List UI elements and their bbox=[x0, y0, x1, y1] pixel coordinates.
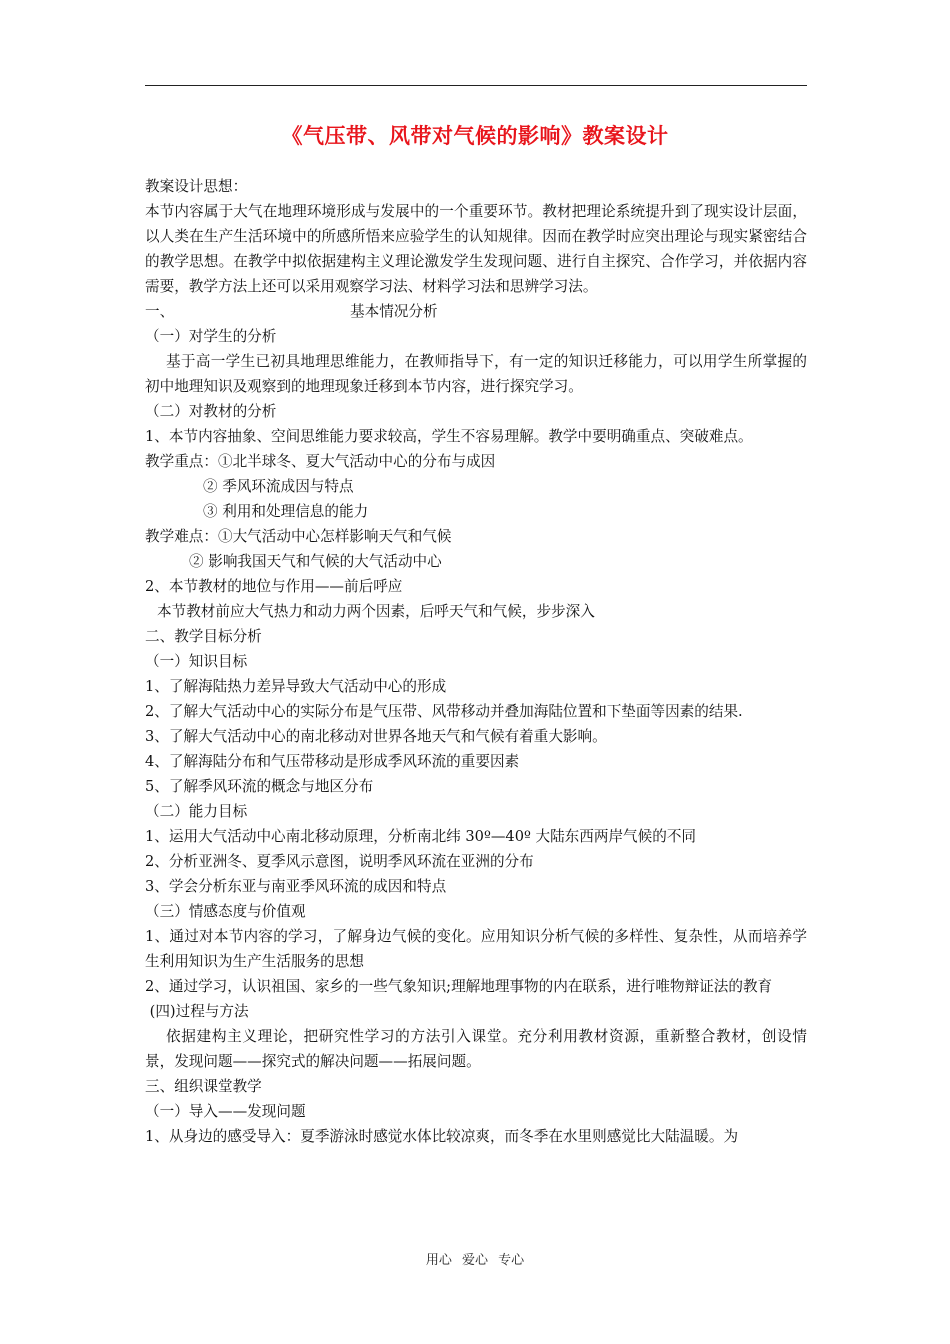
document-title: 《气压带、风带对气候的影响》教案设计 bbox=[281, 123, 669, 148]
header-rule bbox=[145, 85, 807, 86]
key-points-label: 教学重点： bbox=[145, 453, 218, 470]
emotion-item-1: 1、通过对本节内容的学习，了解身边气候的变化。应用知识分析气候的多样性、复杂性，从而培养学生利用知识为生产生活服务的思想 bbox=[145, 928, 807, 970]
ability-item-3: 3、学会分析东亚与南亚季风环流的成因和特点 bbox=[145, 878, 447, 895]
difficulty-1: ①大气活动中心怎样影响天气和气候 bbox=[217, 528, 452, 545]
page-footer: 用心 爱心 专心 bbox=[425, 1253, 525, 1268]
design-thought-body: 本节内容属于大气在地理环境形成与发展中的一个重要环节。教材把理论系统提升到了现实设计层面，以人类在生产生活环境中的所感所悟来应验学生的认知规律。因而在教学时应突出理论与现实紧密结合的教学思想。在教学中拟依据建构主义理论激发学生发现问题、进行自主探究、合作学习，并依据内容需要，教学方法上还可以采用观察学习法、材料学习法和思辨学习法。 bbox=[145, 203, 807, 295]
ability-item-2: 2、分析亚洲冬、夏季风示意图，说明季风环流在亚洲的分布 bbox=[145, 853, 534, 870]
document-body bbox=[145, 174, 807, 1149]
key-point-3: ③ 利用和处理信息的能力 bbox=[203, 503, 369, 520]
section1-heading: 基本情况分析 bbox=[350, 303, 438, 320]
key-point-1: ①北半球冬、夏大气活动中心的分布与成因 bbox=[217, 453, 496, 470]
process-heading: (四)过程与方法 bbox=[145, 1003, 249, 1020]
section1-heading-row bbox=[145, 299, 807, 324]
section3-heading: 三、组织课堂教学 bbox=[145, 1078, 262, 1095]
difficulties-label: 教学难点： bbox=[145, 528, 218, 545]
intro-heading: （一）导入——发现问题 bbox=[145, 1103, 306, 1120]
students-heading: （一）对学生的分析 bbox=[145, 328, 277, 345]
emotion-heading: （三）情感态度与价值观 bbox=[145, 903, 306, 920]
difficulties-row bbox=[145, 524, 807, 549]
knowledge-heading: （一）知识目标 bbox=[145, 653, 248, 670]
section2-heading: 二、教学目标分析 bbox=[145, 628, 262, 645]
key-points-row bbox=[145, 449, 807, 474]
design-thought-heading: 教案设计思想： bbox=[145, 178, 248, 195]
section1-number: 一、 bbox=[145, 303, 175, 320]
knowledge-item-4: 4、了解海陆分布和气压带移动是形成季风环流的重要因素 bbox=[145, 753, 520, 770]
knowledge-item-1: 1、了解海陆热力差异导致大气活动中心的形成 bbox=[145, 678, 447, 695]
students-body: 基于高一学生已初具地理思维能力，在教师指导下，有一定的知识迁移能力，可以用学生所掌握的初中地理知识及观察到的地理现象迁移到本节内容，进行探究学习。 bbox=[145, 353, 807, 395]
intro-item-1: 1、从身边的感受导入：夏季游泳时感觉水体比较凉爽，而冬季在水里则感觉比大陆温暖。为 bbox=[145, 1128, 739, 1145]
ability-heading: （二）能力目标 bbox=[145, 803, 248, 820]
knowledge-item-2: 2、了解大气活动中心的实际分布是气压带、风带移动并叠加海陆位置和下垫面等因素的结果. bbox=[145, 703, 743, 720]
emotion-item-2: 2、通过学习，认识祖国、家乡的一些气象知识;理解地理事物的内在联系，进行唯物辩证法的教育 bbox=[145, 978, 773, 995]
knowledge-item-3: 3、了解大气活动中心的南北移动对世界各地天气和气候有着重大影响。 bbox=[145, 728, 607, 745]
textbook-point1: 1、本节内容抽象、空间思维能力要求较高，学生不容易理解。教学中要明确重点、突破难点。 bbox=[145, 428, 753, 445]
key-point-2: ② 季风环流成因与特点 bbox=[203, 478, 354, 495]
textbook-heading: （二）对教材的分析 bbox=[145, 403, 277, 420]
textbook-point2: 2、本节教材的地位与作用——前后呼应 bbox=[145, 578, 403, 595]
difficulty-2: ② 影响我国天气和气候的大气活动中心 bbox=[189, 553, 442, 570]
knowledge-item-5: 5、了解季风环流的概念与地区分布 bbox=[145, 778, 374, 795]
process-body: 依据建构主义理论，把研究性学习的方法引入课堂。充分利用教材资源，重新整合教材，创设情景，发现问题——探究式的解决问题——拓展问题。 bbox=[145, 1028, 807, 1070]
textbook-point2-body: 本节教材前应大气热力和动力两个因素，后呼天气和气候，步步深入 bbox=[157, 603, 595, 620]
ability-item-1: 1、运用大气活动中心南北移动原理，分析南北纬 30º—40º 大陆东西两岸气候的不同 bbox=[145, 828, 697, 845]
